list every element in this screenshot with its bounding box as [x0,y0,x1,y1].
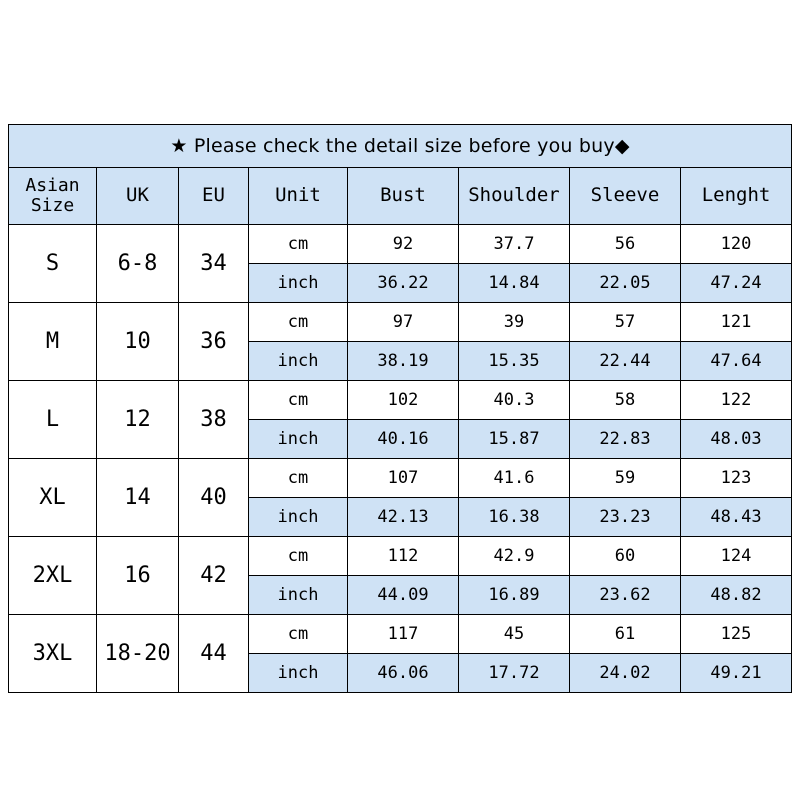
cell-uk: 14 [97,459,179,537]
cell-shoulder-inch: 16.38 [459,498,570,537]
cell-bust-cm: 102 [348,381,459,420]
cell-shoulder-inch: 16.89 [459,576,570,615]
cell-eu: 34 [179,225,249,303]
cell-length-inch: 48.03 [681,420,792,459]
cell-sleeve-inch: 24.02 [570,654,681,693]
cell-asian-size: L [9,381,97,459]
header-asian-size [9,168,97,225]
cell-bust-cm: 97 [348,303,459,342]
cell-length-inch: 48.43 [681,498,792,537]
cell-bust-cm: 107 [348,459,459,498]
cell-unit-cm: cm [249,225,348,264]
size-chart-body [9,125,792,693]
cell-sleeve-cm: 60 [570,537,681,576]
table-row [9,303,792,342]
banner-row [9,125,792,168]
header-row [9,168,792,225]
cell-shoulder-cm: 37.7 [459,225,570,264]
cell-bust-inch: 38.19 [348,342,459,381]
cell-eu: 42 [179,537,249,615]
cell-sleeve-cm: 58 [570,381,681,420]
cell-unit-cm: cm [249,537,348,576]
cell-length-cm: 122 [681,381,792,420]
cell-unit-cm: cm [249,303,348,342]
cell-shoulder-inch: 15.35 [459,342,570,381]
cell-sleeve-cm: 57 [570,303,681,342]
cell-length-cm: 120 [681,225,792,264]
cell-sleeve-cm: 59 [570,459,681,498]
cell-bust-cm: 117 [348,615,459,654]
cell-sleeve-cm: 61 [570,615,681,654]
banner-text: ★ Please check the detail size before you buy◆ [9,125,792,168]
cell-length-cm: 124 [681,537,792,576]
cell-bust-cm: 112 [348,537,459,576]
cell-unit-cm: cm [249,459,348,498]
cell-uk: 16 [97,537,179,615]
cell-length-inch: 47.24 [681,264,792,303]
table-row [9,459,792,498]
cell-shoulder-inch: 14.84 [459,264,570,303]
cell-shoulder-inch: 15.87 [459,420,570,459]
cell-sleeve-inch: 22.83 [570,420,681,459]
cell-bust-inch: 46.06 [348,654,459,693]
cell-length-inch: 47.64 [681,342,792,381]
cell-bust-inch: 42.13 [348,498,459,537]
cell-length-cm: 125 [681,615,792,654]
cell-bust-inch: 40.16 [348,420,459,459]
cell-unit-inch: inch [249,264,348,303]
cell-uk: 18-20 [97,615,179,693]
cell-unit-cm: cm [249,615,348,654]
header-uk: UK [97,168,179,225]
header-length: Lenght [681,168,792,225]
cell-shoulder-cm: 40.3 [459,381,570,420]
cell-bust-inch: 44.09 [348,576,459,615]
cell-unit-inch: inch [249,342,348,381]
cell-bust-inch: 36.22 [348,264,459,303]
header-eu: EU [179,168,249,225]
table-row [9,537,792,576]
cell-asian-size: S [9,225,97,303]
table-row [9,615,792,654]
cell-unit-inch: inch [249,498,348,537]
cell-eu: 38 [179,381,249,459]
cell-asian-size: M [9,303,97,381]
header-sleeve: Sleeve [570,168,681,225]
header-asian-size-line1: Asian [25,174,80,196]
cell-asian-size: 3XL [9,615,97,693]
cell-length-inch: 49.21 [681,654,792,693]
cell-shoulder-cm: 41.6 [459,459,570,498]
cell-length-cm: 123 [681,459,792,498]
cell-uk: 10 [97,303,179,381]
header-bust: Bust [348,168,459,225]
cell-eu: 40 [179,459,249,537]
cell-unit-inch: inch [249,654,348,693]
cell-sleeve-inch: 22.05 [570,264,681,303]
cell-sleeve-inch: 23.62 [570,576,681,615]
cell-uk: 6-8 [97,225,179,303]
cell-unit-inch: inch [249,420,348,459]
cell-shoulder-cm: 39 [459,303,570,342]
table-row [9,225,792,264]
cell-shoulder-inch: 17.72 [459,654,570,693]
cell-shoulder-cm: 45 [459,615,570,654]
cell-eu: 44 [179,615,249,693]
cell-uk: 12 [97,381,179,459]
header-unit: Unit [249,168,348,225]
cell-asian-size: XL [9,459,97,537]
cell-sleeve-cm: 56 [570,225,681,264]
table-row [9,381,792,420]
cell-length-inch: 48.82 [681,576,792,615]
size-chart-table [8,124,792,693]
header-shoulder: Shoulder [459,168,570,225]
header-asian-size-line2: Size [30,195,75,216]
cell-length-cm: 121 [681,303,792,342]
cell-unit-cm: cm [249,381,348,420]
cell-bust-cm: 92 [348,225,459,264]
cell-eu: 36 [179,303,249,381]
cell-sleeve-inch: 23.23 [570,498,681,537]
cell-asian-size: 2XL [9,537,97,615]
cell-unit-inch: inch [249,576,348,615]
cell-sleeve-inch: 22.44 [570,342,681,381]
cell-shoulder-cm: 42.9 [459,537,570,576]
